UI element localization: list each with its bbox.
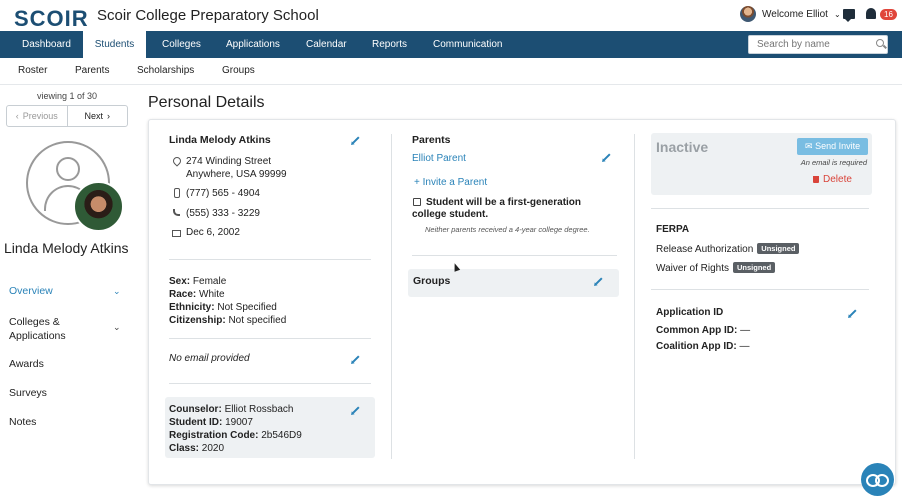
phone-icon bbox=[173, 209, 180, 216]
edit-pencil-icon[interactable] bbox=[352, 355, 359, 362]
sub-nav bbox=[0, 58, 902, 85]
scoir-logo[interactable]: SCOIR bbox=[14, 6, 89, 31]
sidebar-item-overview[interactable]: Overview bbox=[9, 285, 53, 297]
envelope-icon: ✉ bbox=[805, 141, 813, 151]
divider bbox=[651, 289, 869, 290]
chevron-down-icon[interactable]: ⌄ bbox=[113, 322, 121, 332]
address bbox=[186, 155, 287, 181]
personal-details-card bbox=[148, 119, 896, 485]
chat-icon[interactable] bbox=[843, 9, 855, 19]
page-title: Personal Details bbox=[148, 94, 265, 111]
bell-icon[interactable] bbox=[866, 8, 876, 19]
counselor-label: Counselor: bbox=[169, 404, 222, 415]
waiver-status-badge: Unsigned bbox=[733, 262, 775, 273]
common-app-label: Common App ID: bbox=[656, 325, 738, 336]
ethnicity-label: Ethnicity: bbox=[169, 302, 215, 313]
application-ids bbox=[656, 323, 750, 355]
nav-applications[interactable]: Applications bbox=[226, 39, 280, 50]
send-invite-button[interactable] bbox=[797, 138, 868, 155]
location-icon bbox=[171, 155, 182, 166]
school-name: Scoir College Preparatory School bbox=[97, 7, 319, 24]
first-gen-label bbox=[426, 196, 581, 209]
common-app-value: — bbox=[740, 325, 751, 336]
groups-title: Groups bbox=[413, 275, 451, 287]
nav-calendar[interactable]: Calendar bbox=[306, 39, 347, 50]
ethnicity-value: Not Specified bbox=[217, 302, 277, 313]
counselor-value: Elliot Rossbach bbox=[224, 404, 294, 415]
sex-value: Female bbox=[192, 276, 227, 287]
next-label: Next bbox=[84, 111, 103, 121]
coalition-app-value: — bbox=[739, 341, 750, 352]
chevron-right-icon: › bbox=[107, 111, 110, 121]
student-id-value: 19007 bbox=[225, 417, 253, 428]
help-chat-icon[interactable] bbox=[861, 463, 894, 496]
user-avatar bbox=[740, 6, 756, 22]
coalition-app-label: Coalition App ID: bbox=[656, 341, 737, 352]
sidebar-item-colleges-applications[interactable]: Colleges & Applications bbox=[9, 316, 66, 342]
race-label: Race: bbox=[169, 289, 197, 300]
parent-link[interactable]: Elliot Parent bbox=[412, 153, 466, 164]
release-status-badge: Unsigned bbox=[757, 243, 799, 254]
counselor-info bbox=[169, 403, 302, 455]
address-line2: Anywhere, USA 99999 bbox=[186, 169, 287, 180]
mobile-phone: (777) 565 - 4904 bbox=[186, 188, 260, 199]
top-bar bbox=[0, 0, 902, 31]
nav-colleges[interactable]: Colleges bbox=[162, 39, 201, 50]
search-icon bbox=[876, 39, 884, 47]
delete-label: Delete bbox=[823, 174, 852, 185]
edit-pencil-icon[interactable] bbox=[849, 309, 856, 316]
divider bbox=[651, 208, 869, 209]
previous-button[interactable] bbox=[7, 106, 68, 126]
subnav-scholarships[interactable]: Scholarships bbox=[137, 65, 195, 76]
edit-pencil-icon[interactable] bbox=[352, 136, 359, 143]
citizenship-value: Not specified bbox=[228, 315, 287, 326]
student-name: Linda Melody Atkins bbox=[4, 240, 129, 256]
account-status: Inactive bbox=[656, 139, 709, 155]
ferpa-title: FERPA bbox=[656, 224, 690, 235]
student-pager bbox=[6, 105, 128, 127]
email-status: No email provided bbox=[169, 353, 250, 364]
subnav-groups[interactable]: Groups bbox=[222, 65, 255, 76]
application-id-title: Application ID bbox=[656, 307, 724, 318]
divider bbox=[412, 255, 617, 256]
cake-icon bbox=[172, 230, 181, 237]
sex-label: Sex: bbox=[169, 276, 191, 287]
student-photo[interactable] bbox=[73, 181, 124, 232]
parents-title: Parents bbox=[412, 134, 451, 146]
demographics bbox=[169, 275, 286, 327]
student-id-label: Student ID: bbox=[169, 417, 223, 428]
nav-students[interactable]: Students bbox=[83, 31, 146, 58]
notification-badge: 16 bbox=[880, 9, 897, 20]
citizenship-label: Citizenship: bbox=[169, 315, 226, 326]
waiver-label: Waiver of Rights bbox=[656, 263, 729, 274]
send-invite-label: Send Invite bbox=[815, 141, 861, 151]
main-nav bbox=[0, 31, 902, 58]
column-divider bbox=[634, 134, 635, 459]
delete-button[interactable] bbox=[813, 174, 852, 185]
subnav-roster[interactable]: Roster bbox=[18, 65, 48, 76]
welcome-text: Welcome Elliot bbox=[762, 8, 828, 20]
search-input[interactable] bbox=[748, 35, 888, 54]
email-required-note: An email is required bbox=[800, 158, 867, 167]
next-button[interactable] bbox=[68, 106, 128, 126]
first-gen-note: Neither parents received a 4-year college degree. bbox=[425, 225, 590, 234]
viewing-count: viewing 1 of 30 bbox=[37, 91, 98, 101]
address-line1: 274 Winding Street bbox=[186, 156, 272, 167]
first-gen-line2: college student. bbox=[412, 209, 489, 220]
divider bbox=[169, 338, 371, 339]
release-authorization bbox=[656, 243, 799, 255]
nav-dashboard[interactable]: Dashboard bbox=[22, 39, 71, 50]
first-gen-checkbox[interactable] bbox=[413, 198, 421, 206]
class-label: Class: bbox=[169, 443, 200, 454]
divider bbox=[169, 259, 371, 260]
sidebar-item-awards[interactable]: Awards bbox=[9, 358, 44, 370]
edit-pencil-icon[interactable] bbox=[603, 153, 610, 160]
nav-communication[interactable]: Communication bbox=[433, 39, 503, 50]
nav-reports[interactable]: Reports bbox=[372, 39, 408, 50]
divider bbox=[169, 383, 371, 384]
trash-icon bbox=[813, 176, 819, 183]
sidebar-item-notes[interactable]: Notes bbox=[9, 416, 37, 428]
details-name: Linda Melody Atkins bbox=[169, 134, 271, 146]
sidebar-item-surveys[interactable]: Surveys bbox=[9, 387, 47, 399]
birthday: Dec 6, 2002 bbox=[186, 227, 240, 238]
user-menu[interactable] bbox=[740, 6, 841, 22]
chevron-down-icon[interactable]: ⌄ bbox=[113, 286, 121, 296]
mobile-icon bbox=[174, 188, 180, 198]
waiver-of-rights bbox=[656, 262, 775, 274]
release-label: Release Authorization bbox=[656, 244, 754, 255]
invite-parent-button[interactable]: + Invite a Parent bbox=[414, 177, 488, 188]
subnav-parents[interactable]: Parents bbox=[75, 65, 110, 76]
reg-code-label: Registration Code: bbox=[169, 430, 259, 441]
previous-label: Previous bbox=[22, 111, 58, 121]
reg-code-value: 2b546D9 bbox=[261, 430, 302, 441]
chevron-down-icon: ⌄ bbox=[833, 9, 841, 19]
home-phone: (555) 333 - 3229 bbox=[186, 208, 260, 219]
chevron-left-icon: ‹ bbox=[15, 111, 19, 121]
column-divider bbox=[391, 134, 392, 459]
first-gen-line1: Student will be a first-generation bbox=[426, 197, 582, 208]
race-value: White bbox=[199, 289, 225, 300]
class-value: 2020 bbox=[201, 443, 225, 454]
